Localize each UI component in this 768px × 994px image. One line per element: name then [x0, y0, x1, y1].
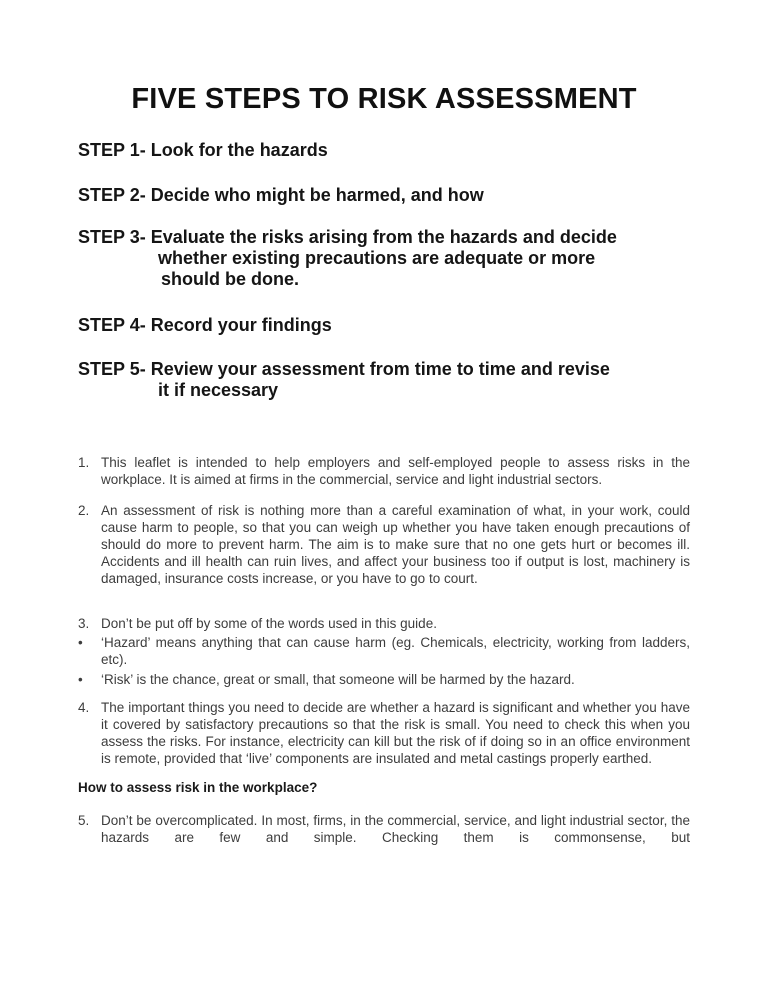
step-4-line: STEP 4- Record your findings	[78, 315, 332, 335]
list-item-4	[78, 699, 690, 767]
list-item-2	[78, 502, 690, 587]
step-2-line: STEP 2- Decide who might be harmed, and how	[78, 185, 484, 205]
bullet-icon: •	[78, 672, 83, 687]
step-heading-3	[78, 227, 690, 290]
step-heading-2	[78, 185, 690, 206]
step-3-line-3: should be done.	[161, 269, 299, 289]
body-text-block	[78, 454, 690, 846]
bullet-item-hazard-text: ‘Hazard’ means anything that can cause harm (eg. Chemicals, electricity, working from ladders, etc).	[101, 635, 690, 667]
step-heading-1	[78, 140, 690, 161]
list-item-2-text: An assessment of risk is nothing more than a careful examination of what, in your work, could cause harm to people, so that you can weigh up whether you have taken enough precautions of should do more to prevent harm. The aim is to make sure that no one gets hurt or becomes ill. Accidents and ill health can ruin lives, and affect your business too if output is lost, machinery is damaged, insurance costs increase, or you have to go to court.	[101, 503, 690, 586]
list-item-5-number: 5.	[78, 813, 90, 828]
bullet-item-risk	[78, 671, 690, 688]
list-item-3-text: Don’t be put off by some of the words used in this guide.	[101, 616, 437, 631]
step-1-line: STEP 1- Look for the hazards	[78, 140, 328, 160]
list-item-4-number: 4.	[78, 700, 90, 715]
bullet-item-risk-text: ‘Risk’ is the chance, great or small, that someone will be harmed by the hazard.	[101, 672, 575, 687]
bullet-item-hazard	[78, 634, 690, 668]
section-heading: How to assess risk in the workplace?	[78, 780, 318, 795]
list-item-5	[78, 812, 690, 846]
list-item-3-number: 3.	[78, 616, 90, 631]
list-item-5-text: Don’t be overcomplicated. In most, firms, in the commercial, service, and light industrial sector, the hazards are few and simple. Checking them is commonsense, but	[101, 813, 690, 845]
document-title: FIVE STEPS TO RISK ASSESSMENT	[131, 83, 637, 115]
step-heading-4	[78, 315, 690, 336]
list-item-1	[78, 454, 690, 488]
list-item-1-number: 1.	[78, 455, 90, 470]
step-5-line-1: STEP 5- Review your assessment from time to time and revise	[78, 359, 610, 379]
list-item-2-number: 2.	[78, 503, 90, 518]
list-item-4-text: The important things you need to decide are whether a hazard is significant and whether you have it covered by satisfactory precautions so that the risk is small. You need to check this when you assess the risks. For instance, electricity can kill but the risk of if doing so in an office environment is remote, provided that ‘live’ components are insulated and metal castings properly earthed.	[101, 700, 690, 766]
step-3-line-2: whether existing precautions are adequate or more	[158, 248, 596, 268]
bullet-icon: •	[78, 635, 83, 650]
list-item-1-text: This leaflet is intended to help employers and self-employed people to assess risks in the workplace. It is aimed at firms in the commercial, service and light industrial sectors.	[101, 455, 690, 487]
step-3-line-1: STEP 3- Evaluate the risks arising from the hazards and decide	[78, 227, 617, 247]
step-heading-5	[78, 359, 690, 401]
list-item-3	[78, 615, 690, 632]
step-5-line-2: it if necessary	[158, 380, 279, 400]
